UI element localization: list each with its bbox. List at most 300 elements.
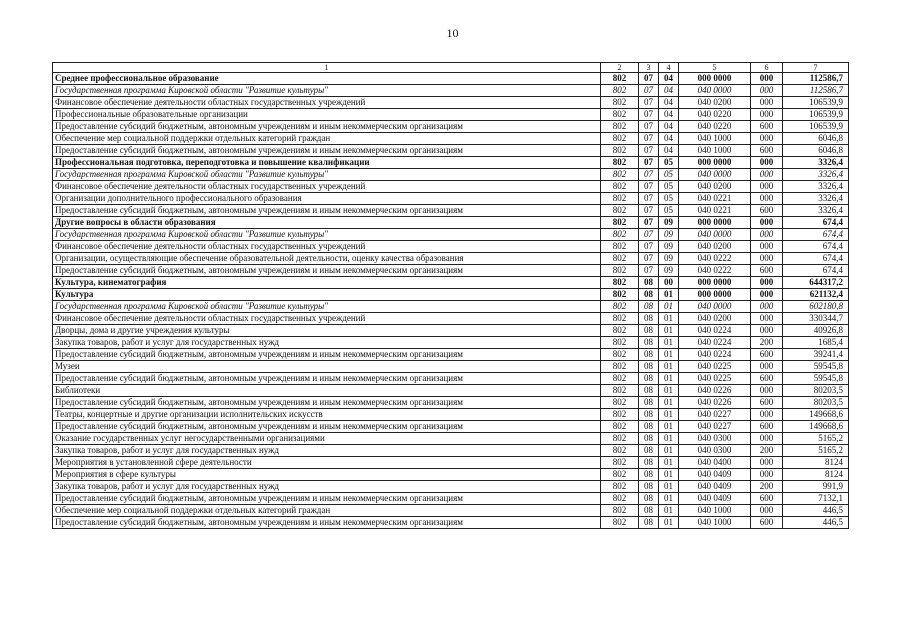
table-row [53,133,849,145]
row-name-cell: Предоставление субсидий бюджетным, автономным учреждениям и иным некоммерческим организациям [53,265,601,277]
table-row [53,505,849,517]
table-row [53,121,849,133]
section-code-cell: 07 [639,157,659,169]
section-code-cell: 08 [639,409,659,421]
table-row [53,397,849,409]
row-name-cell: Государственная программа Кировской области "Развитие культуры" [53,301,601,313]
admin-code-cell: 802 [601,205,639,217]
amount-cell: 106539,9 [783,121,849,133]
table-row [53,301,849,313]
row-name-cell: Организации, осуществляющие обеспечение образовательной деятельности, оценку качества образования [53,253,601,265]
target-article-code-cell: 040 0227 [679,409,751,421]
target-article-code-cell: 040 0409 [679,469,751,481]
subsection-code-cell: 04 [659,97,679,109]
row-name-cell: Предоставление субсидий бюджетным, автономным учреждениям и иным некоммерческим организациям [53,145,601,157]
row-name-cell: Предоставление субсидий бюджетным, автономным учреждениям и иным некоммерческим организациям [53,205,601,217]
amount-cell: 446,5 [783,517,849,529]
admin-code-cell: 802 [601,133,639,145]
row-name-cell: Предоставление субсидий бюджетным, автономным учреждениям и иным некоммерческим организациям [53,397,601,409]
row-name-cell: Предоставление субсидий бюджетным, автономным учреждениям и иным некоммерческим организациям [53,517,601,529]
expense-type-code-cell: 000 [751,325,783,337]
admin-code-cell: 802 [601,313,639,325]
section-code-cell: 08 [639,373,659,385]
section-code-cell: 08 [639,337,659,349]
row-name-cell: Дворцы, дома и другие учреждения культуры [53,325,601,337]
subsection-code-cell: 09 [659,229,679,241]
target-article-code-cell: 040 0200 [679,241,751,253]
section-code-cell: 07 [639,169,659,181]
amount-cell: 5165,2 [783,445,849,457]
header-cell: 5 [679,63,751,73]
expense-type-code-cell: 000 [751,73,783,85]
target-article-code-cell: 040 0221 [679,193,751,205]
amount-cell: 602180,8 [783,301,849,313]
section-code-cell: 07 [639,145,659,157]
row-name-cell: Финансовое обеспечение деятельности областных государственных учреждений [53,181,601,193]
row-name-cell: Финансовое обеспечение деятельности областных государственных учреждений [53,97,601,109]
table-row [53,313,849,325]
amount-cell: 674,4 [783,253,849,265]
expense-type-code-cell: 000 [751,97,783,109]
row-name-cell: Мероприятия в установленной сфере деятельности [53,457,601,469]
subsection-code-cell: 01 [659,481,679,493]
subsection-code-cell: 01 [659,517,679,529]
section-code-cell: 07 [639,73,659,85]
table-row [53,445,849,457]
admin-code-cell: 802 [601,349,639,361]
subsection-code-cell: 01 [659,361,679,373]
amount-cell: 80203,5 [783,385,849,397]
subsection-code-cell: 01 [659,493,679,505]
amount-cell: 106539,9 [783,109,849,121]
budget-table [52,62,849,529]
subsection-code-cell: 01 [659,349,679,361]
subsection-code-cell: 05 [659,169,679,181]
section-code-cell: 08 [639,421,659,433]
subsection-code-cell: 04 [659,109,679,121]
subsection-code-cell: 09 [659,253,679,265]
section-code-cell: 08 [639,385,659,397]
subsection-code-cell: 01 [659,469,679,481]
expense-type-code-cell: 000 [751,361,783,373]
amount-cell: 39241,4 [783,349,849,361]
target-article-code-cell: 000 0000 [679,289,751,301]
target-article-code-cell: 040 1000 [679,133,751,145]
section-code-cell: 08 [639,433,659,445]
table-row [53,97,849,109]
expense-type-code-cell: 000 [751,313,783,325]
table-row [53,253,849,265]
amount-cell: 149668,6 [783,409,849,421]
admin-code-cell: 802 [601,97,639,109]
table-row [53,217,849,229]
amount-cell: 59545,8 [783,373,849,385]
target-article-code-cell: 040 0400 [679,457,751,469]
target-article-code-cell: 000 0000 [679,217,751,229]
amount-cell: 5165,2 [783,433,849,445]
table-row [53,169,849,181]
row-name-cell: Закупка товаров, работ и услуг для государственных нужд [53,337,601,349]
expense-type-code-cell: 200 [751,445,783,457]
amount-cell: 6046,8 [783,133,849,145]
admin-code-cell: 802 [601,241,639,253]
amount-cell: 112586,7 [783,85,849,97]
admin-code-cell: 802 [601,181,639,193]
row-name-cell: Библиотеки [53,385,601,397]
row-name-cell: Профессиональная подготовка, переподготовка и повышение квалификации [53,157,601,169]
row-name-cell: Обеспечение мер социальной поддержки отдельных категорий граждан [53,505,601,517]
row-name-cell: Обеспечение мер социальной поддержки отдельных категорий граждан [53,133,601,145]
expense-type-code-cell: 000 [751,385,783,397]
section-code-cell: 08 [639,505,659,517]
target-article-code-cell: 000 0000 [679,157,751,169]
table-row [53,481,849,493]
subsection-code-cell: 05 [659,205,679,217]
section-code-cell: 08 [639,325,659,337]
row-name-cell: Мероприятия в сфере культуры [53,469,601,481]
expense-type-code-cell: 000 [751,169,783,181]
section-code-cell: 08 [639,469,659,481]
table-row [53,349,849,361]
table-row [53,433,849,445]
target-article-code-cell: 040 1000 [679,517,751,529]
admin-code-cell: 802 [601,445,639,457]
expense-type-code-cell: 200 [751,481,783,493]
expense-type-code-cell: 000 [751,289,783,301]
subsection-code-cell: 05 [659,193,679,205]
table-row [53,85,849,97]
subsection-code-cell: 01 [659,313,679,325]
amount-cell: 3326,4 [783,205,849,217]
expense-type-code-cell: 600 [751,145,783,157]
subsection-code-cell: 01 [659,457,679,469]
expense-type-code-cell: 000 [751,193,783,205]
target-article-code-cell: 040 0225 [679,373,751,385]
target-article-code-cell: 040 0300 [679,433,751,445]
section-code-cell: 08 [639,457,659,469]
subsection-code-cell: 01 [659,385,679,397]
header-cell: 4 [659,63,679,73]
target-article-code-cell: 000 0000 [679,73,751,85]
admin-code-cell: 802 [601,421,639,433]
admin-code-cell: 802 [601,85,639,97]
amount-cell: 3326,4 [783,193,849,205]
expense-type-code-cell: 000 [751,157,783,169]
table-row [53,193,849,205]
expense-type-code-cell: 000 [751,301,783,313]
row-name-cell: Предоставление субсидий бюджетным, автономным учреждениям и иным некоммерческим организациям [53,349,601,361]
expense-type-code-cell: 000 [751,241,783,253]
table-row [53,421,849,433]
target-article-code-cell: 040 0000 [679,85,751,97]
expense-type-code-cell: 000 [751,409,783,421]
admin-code-cell: 802 [601,109,639,121]
admin-code-cell: 802 [601,409,639,421]
row-name-cell: Предоставление субсидий бюджетным, автономным учреждениям и иным некоммерческим организациям [53,421,601,433]
admin-code-cell: 802 [601,337,639,349]
admin-code-cell: 802 [601,217,639,229]
admin-code-cell: 802 [601,157,639,169]
target-article-code-cell: 040 0220 [679,109,751,121]
amount-cell: 446,5 [783,505,849,517]
expense-type-code-cell: 000 [751,133,783,145]
admin-code-cell: 802 [601,121,639,133]
expense-type-code-cell: 600 [751,397,783,409]
row-name-cell: Закупка товаров, работ и услуг для государственных нужд [53,445,601,457]
table-row [53,241,849,253]
amount-cell: 674,4 [783,241,849,253]
target-article-code-cell: 040 0000 [679,169,751,181]
section-code-cell: 07 [639,97,659,109]
expense-type-code-cell: 000 [751,109,783,121]
row-name-cell: Оказание государственных услуг негосударственными организациями [53,433,601,445]
amount-cell: 674,4 [783,217,849,229]
subsection-code-cell: 01 [659,445,679,457]
section-code-cell: 08 [639,277,659,289]
table-row [53,277,849,289]
admin-code-cell: 802 [601,253,639,265]
admin-code-cell: 802 [601,457,639,469]
target-article-code-cell: 040 0409 [679,481,751,493]
header-cell: 3 [639,63,659,73]
admin-code-cell: 802 [601,505,639,517]
row-name-cell: Финансовое обеспечение деятельности областных государственных учреждений [53,241,601,253]
subsection-code-cell: 01 [659,337,679,349]
row-name-cell: Финансовое обеспечение деятельности областных государственных учреждений [53,313,601,325]
subsection-code-cell: 01 [659,301,679,313]
section-code-cell: 08 [639,481,659,493]
amount-cell: 8124 [783,457,849,469]
section-code-cell: 07 [639,265,659,277]
section-code-cell: 08 [639,313,659,325]
expense-type-code-cell: 000 [751,229,783,241]
amount-cell: 3326,4 [783,157,849,169]
expense-type-code-cell: 600 [751,373,783,385]
subsection-code-cell: 01 [659,505,679,517]
amount-cell: 112586,7 [783,73,849,85]
section-code-cell: 08 [639,361,659,373]
table-row [53,325,849,337]
target-article-code-cell: 040 0227 [679,421,751,433]
table-row [53,157,849,169]
expense-type-code-cell: 000 [751,433,783,445]
table-row [53,289,849,301]
admin-code-cell: 802 [601,301,639,313]
row-name-cell: Государственная программа Кировской области "Развитие культуры" [53,85,601,97]
expense-type-code-cell: 000 [751,85,783,97]
subsection-code-cell: 04 [659,145,679,157]
admin-code-cell: 802 [601,493,639,505]
expense-type-code-cell: 000 [751,505,783,517]
expense-type-code-cell: 000 [751,277,783,289]
table-row [53,361,849,373]
header-cell: 2 [601,63,639,73]
amount-cell: 149668,6 [783,421,849,433]
subsection-code-cell: 04 [659,85,679,97]
row-name-cell: Театры, концертные и другие организации исполнительских искусств [53,409,601,421]
expense-type-code-cell: 000 [751,469,783,481]
section-code-cell: 07 [639,193,659,205]
section-code-cell: 07 [639,229,659,241]
table-row [53,205,849,217]
expense-type-code-cell: 600 [751,493,783,505]
row-name-cell: Среднее профессиональное образование [53,73,601,85]
table-row [53,373,849,385]
table-row [53,337,849,349]
amount-cell: 3326,4 [783,169,849,181]
target-article-code-cell: 040 0000 [679,229,751,241]
target-article-code-cell: 040 0222 [679,265,751,277]
admin-code-cell: 802 [601,373,639,385]
amount-cell: 80203,5 [783,397,849,409]
target-article-code-cell: 040 0225 [679,361,751,373]
header-cell: 1 [53,63,601,73]
row-name-cell: Музеи [53,361,601,373]
row-name-cell: Государственная программа Кировской области "Развитие культуры" [53,229,601,241]
subsection-code-cell: 01 [659,373,679,385]
target-article-code-cell: 000 0000 [679,277,751,289]
admin-code-cell: 802 [601,385,639,397]
expense-type-code-cell: 600 [751,205,783,217]
section-code-cell: 07 [639,133,659,145]
amount-cell: 59545,8 [783,361,849,373]
header-cell: 7 [783,63,849,73]
admin-code-cell: 802 [601,193,639,205]
admin-code-cell: 802 [601,265,639,277]
amount-cell: 3326,4 [783,181,849,193]
section-code-cell: 08 [639,289,659,301]
amount-cell: 1685,4 [783,337,849,349]
table-row [53,469,849,481]
section-code-cell: 07 [639,205,659,217]
amount-cell: 991,9 [783,481,849,493]
row-name-cell: Организации дополнительного профессионального образования [53,193,601,205]
expense-type-code-cell: 000 [751,253,783,265]
admin-code-cell: 802 [601,481,639,493]
table-header-row [53,63,849,73]
table-row [53,457,849,469]
admin-code-cell: 802 [601,361,639,373]
admin-code-cell: 802 [601,397,639,409]
expense-type-code-cell: 600 [751,349,783,361]
target-article-code-cell: 040 0200 [679,181,751,193]
section-code-cell: 07 [639,217,659,229]
admin-code-cell: 802 [601,73,639,85]
row-name-cell: Предоставление субсидий бюджетным, автономным учреждениям и иным некоммерческим организациям [53,121,601,133]
table-row [53,229,849,241]
expense-type-code-cell: 600 [751,517,783,529]
amount-cell: 7132,1 [783,493,849,505]
subsection-code-cell: 00 [659,277,679,289]
target-article-code-cell: 040 1000 [679,505,751,517]
target-article-code-cell: 040 0300 [679,445,751,457]
table-row [53,73,849,85]
subsection-code-cell: 01 [659,397,679,409]
section-code-cell: 07 [639,85,659,97]
amount-cell: 6046,8 [783,145,849,157]
expense-type-code-cell: 000 [751,457,783,469]
expense-type-code-cell: 600 [751,421,783,433]
table-row [53,109,849,121]
admin-code-cell: 802 [601,325,639,337]
subsection-code-cell: 09 [659,265,679,277]
section-code-cell: 07 [639,181,659,193]
section-code-cell: 07 [639,109,659,121]
subsection-code-cell: 01 [659,421,679,433]
table-row [53,493,849,505]
admin-code-cell: 802 [601,277,639,289]
row-name-cell: Культура [53,289,601,301]
target-article-code-cell: 040 0224 [679,325,751,337]
subsection-code-cell: 01 [659,433,679,445]
section-code-cell: 08 [639,301,659,313]
target-article-code-cell: 040 0221 [679,205,751,217]
admin-code-cell: 802 [601,169,639,181]
target-article-code-cell: 040 0200 [679,313,751,325]
target-article-code-cell: 040 1000 [679,145,751,157]
amount-cell: 106539,9 [783,97,849,109]
subsection-code-cell: 01 [659,289,679,301]
subsection-code-cell: 04 [659,133,679,145]
amount-cell: 644317,2 [783,277,849,289]
admin-code-cell: 802 [601,229,639,241]
row-name-cell: Предоставление субсидий бюджетным, автономным учреждениям и иным некоммерческим организациям [53,373,601,385]
amount-cell: 40926,8 [783,325,849,337]
target-article-code-cell: 040 0224 [679,337,751,349]
target-article-code-cell: 040 0226 [679,385,751,397]
subsection-code-cell: 04 [659,121,679,133]
target-article-code-cell: 040 0000 [679,301,751,313]
table-row [53,265,849,277]
admin-code-cell: 802 [601,289,639,301]
table-row [53,517,849,529]
section-code-cell: 08 [639,493,659,505]
amount-cell: 674,4 [783,229,849,241]
amount-cell: 621132,4 [783,289,849,301]
expense-type-code-cell: 600 [751,121,783,133]
admin-code-cell: 802 [601,145,639,157]
subsection-code-cell: 01 [659,409,679,421]
row-name-cell: Профессиональные образовательные организации [53,109,601,121]
expense-type-code-cell: 200 [751,337,783,349]
target-article-code-cell: 040 0226 [679,397,751,409]
row-name-cell: Государственная программа Кировской области "Развитие культуры" [53,169,601,181]
section-code-cell: 08 [639,445,659,457]
row-name-cell: Культура, кинематография [53,277,601,289]
subsection-code-cell: 05 [659,181,679,193]
header-cell: 6 [751,63,783,73]
section-code-cell: 08 [639,349,659,361]
subsection-code-cell: 01 [659,325,679,337]
section-code-cell: 08 [639,397,659,409]
section-code-cell: 07 [639,241,659,253]
expense-type-code-cell: 600 [751,265,783,277]
target-article-code-cell: 040 0220 [679,121,751,133]
subsection-code-cell: 05 [659,157,679,169]
target-article-code-cell: 040 0222 [679,253,751,265]
table-row [53,409,849,421]
row-name-cell: Предоставление субсидий бюджетным, автономным учреждениям и иным некоммерческим организациям [53,493,601,505]
target-article-code-cell: 040 0409 [679,493,751,505]
admin-code-cell: 802 [601,469,639,481]
subsection-code-cell: 09 [659,241,679,253]
subsection-code-cell: 09 [659,217,679,229]
amount-cell: 330344,7 [783,313,849,325]
expense-type-code-cell: 000 [751,217,783,229]
section-code-cell: 07 [639,253,659,265]
page-number: 10 [446,26,459,40]
section-code-cell: 08 [639,517,659,529]
